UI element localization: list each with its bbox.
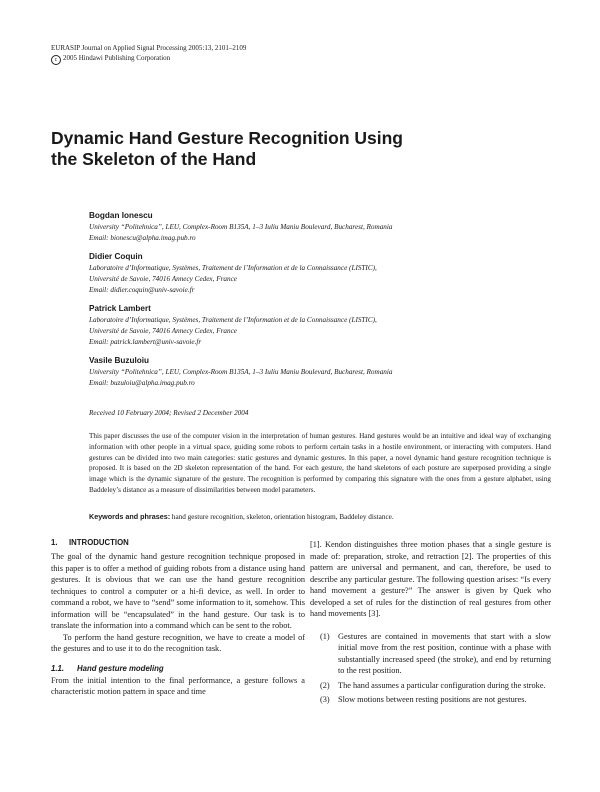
- author-list: [89, 209, 559, 395]
- author-address: Université de Savoie, 74016 Annecy Cedex, France: [89, 275, 237, 283]
- section-title: INTRODUCTION: [69, 538, 129, 547]
- list-item-text: Slow motions between resting positions are not gestures.: [338, 695, 527, 704]
- keywords-label: Keywords and phrases:: [89, 512, 171, 521]
- author-name: Didier Coquin: [89, 252, 143, 261]
- right-paragraph: [1]. Kendon distinguishes three motion phases that a single gesture is made of: preparation, stroke, and retraction [2]. The properties of this pattern are universal and permanent, and can, therefore, be used to describe any particular gesture. The following question arises: “Is every hand movement a gesture?” The answer is given by Quek who developed a set of rules for the distinction of real gestures from other hand movements [3].: [310, 540, 551, 618]
- received-dates: Received 10 February 2004; Revised 2 December 2004: [89, 409, 249, 417]
- copyright-text: 2005 Hindawi Publishing Corporation: [63, 54, 171, 62]
- subsection-heading: [51, 663, 305, 674]
- list-item: [320, 631, 551, 677]
- list-item-number: (3): [320, 695, 330, 704]
- rules-list: [310, 631, 551, 706]
- subsection-title: Hand gesture modeling: [77, 663, 164, 673]
- subsection-paragraph: From the initial intention to the final performance, a gesture follows a characteristic motion pattern in space and time: [51, 675, 305, 696]
- author-name: Patrick Lambert: [89, 304, 151, 313]
- keywords-text: hand gesture recognition, skeleton, orientation histogram, Baddeley distance.: [171, 513, 394, 521]
- author-email: Email: bionescu@alpha.imag.pub.ro: [89, 234, 196, 242]
- author-email: Email: patrick.lambert@univ-savoie.fr: [89, 338, 202, 346]
- list-item: [320, 680, 551, 692]
- left-column: [51, 537, 305, 698]
- author-affiliation: University “Politehnica”, LEU, Complex-Room B135A, 1–3 Iuliu Maniu Boulevard, Bucharest, Romania: [89, 368, 393, 376]
- author-email: Email: buzuloiu@alpha.imag.pub.ro: [89, 379, 195, 387]
- author-name: Bogdan Ionescu: [89, 211, 153, 220]
- copyright-icon: c: [51, 55, 61, 65]
- list-item-number: (2): [320, 680, 330, 690]
- section-heading-introduction: [51, 537, 305, 548]
- paper-title-line-2: the Skeleton of the Hand: [51, 149, 257, 169]
- author-block: [89, 250, 559, 296]
- list-item: [320, 694, 551, 706]
- paper-title: [51, 128, 551, 170]
- list-item-text: The hand assumes a particular configuration during the stroke.: [338, 680, 546, 690]
- author-email: Email: didier.coquin@univ-savoie.fr: [89, 286, 195, 294]
- section-number: 1.: [51, 538, 58, 547]
- copyright-line: [51, 53, 246, 65]
- list-item-number: (1): [320, 631, 330, 641]
- abstract: This paper discusses the use of the computer vision in the interpretation of human gestures. Hand gestures would be an intuitive and ideal way of exchanging information with other people in a virtual space, guiding some robots to perform certain tasks in a hostile environment, or interacting with computers. Hand gestures can be divided into two main categories: static gestures and dynamic gestures. In this paper, a novel dynamic hand gesture recognition technique is proposed. It is based on the 2D skeleton representation of the hand. For each gesture, the hand skeletons of each posture are superposed providing a single image which is the dynamic signature of the gesture. The recognition is performed by comparing this signature with the ones from a gesture alphabet, using Baddeley’s distance as a measure of dissimilarities between model parameters.: [89, 432, 551, 494]
- author-affiliation: Laboratoire d’Informatique, Systèmes, Traitement de l’Information et de la Connaissance (LISTIC),: [89, 316, 377, 324]
- author-block: [89, 209, 559, 244]
- subsection-number: 1.1.: [51, 663, 65, 673]
- author-name: Vasile Buzuloiu: [89, 356, 150, 365]
- intro-paragraph-2: To perform the hand gesture recognition, we have to create a model of the gestures and to use it to do the recognition task.: [51, 632, 305, 653]
- author-address: Université de Savoie, 74016 Annecy Cedex, France: [89, 327, 237, 335]
- paper-title-line-1: Dynamic Hand Gesture Recognition Using: [51, 128, 403, 148]
- journal-citation: EURASIP Journal on Applied Signal Processing 2005:13, 2101–2109: [51, 44, 247, 52]
- author-affiliation: University “Politehnica”, LEU, Complex-Room B135A, 1–3 Iuliu Maniu Boulevard, Bucharest, Romania: [89, 223, 393, 231]
- intro-paragraph-1: The goal of the dynamic hand gesture recognition technique proposed in this paper is to offer a method of guiding robots from a distance using hand gestures. It is obvious that we can use the hand gesture recognition techniques to control a computer or a hi-fi device, as well. In order to command a robot, we have to “send” some information to it, somehow. This information will be “encapsulated” in the hand gesture. Our task is to translate the information into a command which can be sent to the robot.: [51, 552, 305, 630]
- journal-header: [51, 43, 246, 65]
- author-block: [89, 354, 559, 389]
- author-affiliation: Laboratoire d’Informatique, Systèmes, Traitement de l’Information et de la Connaissance (LISTIC),: [89, 264, 377, 272]
- right-column: [310, 539, 551, 709]
- keywords: [89, 512, 551, 523]
- list-item-text: Gestures are contained in movements that start with a slow initial move from the rest position, continue with a phase with substantially increased speed (the stroke), and end by returning to the rest position.: [338, 631, 551, 675]
- author-block: [89, 302, 559, 348]
